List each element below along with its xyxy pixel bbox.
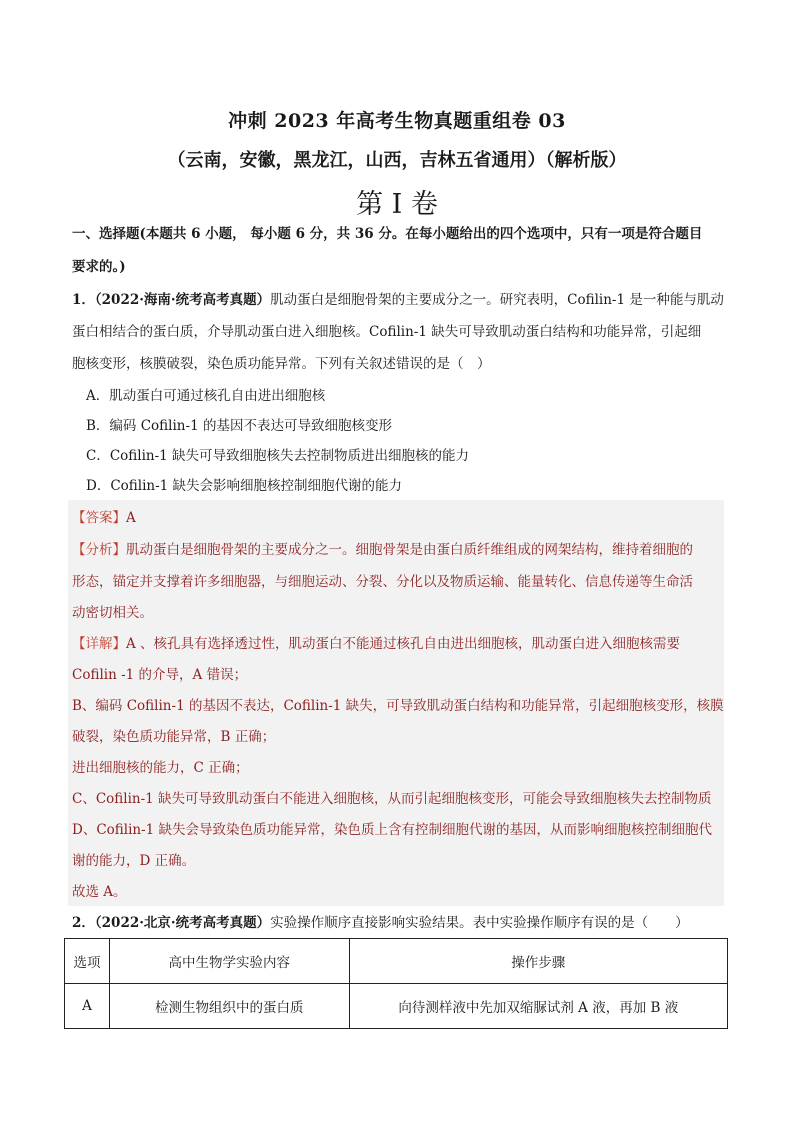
volume-heading: 第 I 卷: [356, 189, 438, 220]
answer-label: 【答案】: [72, 510, 126, 526]
table-cell: 检测生物组织中的蛋白质: [109, 984, 349, 1029]
q1-stem-line2: 蛋白相结合的蛋白质，介导肌动蛋白进入细胞核。Cofilin-1 缺失可导致肌动蛋白结构和功能异常，引起细: [72, 324, 702, 340]
table-header-cell: 高中生物学实验内容: [109, 939, 349, 984]
q1-analysis-line1: [72, 540, 724, 560]
q1-option-c: C．Cofilin-1 缺失可导致细胞核失去控制物质进出细胞核的能力: [86, 448, 470, 464]
q1-stem-line3: 胞核变形，核膜破裂，染色质功能异常。下列有关叙述错误的是（ ）: [72, 356, 491, 372]
doc-title: 冲刺 2023 年高考生物真题重组卷 03: [228, 110, 566, 132]
table-cell: 向待测样液中先加双缩脲试剂 A 液，再加 B 液: [349, 984, 727, 1029]
q2-source: （2022·北京·统考高考真题）: [94, 915, 271, 931]
experiment-table: [64, 938, 728, 1029]
table-header-row: [65, 939, 728, 984]
q1-detail-line8: 谢的能力，D 正确。: [72, 853, 196, 869]
q1-detail-line6: C、Cofilin-1 缺失可导致肌动蛋白不能进入细胞核，从而引起细胞核变形，可能会导致细胞核失去控制物质: [72, 791, 712, 807]
table-header-cell: 操作步骤: [349, 939, 727, 984]
section-instructions-line1: 一、选择题(本题共 6 小题， 每小题 6 分，共 36 分。在每小题给出的四个选项中，只有一项是符合题目: [72, 226, 703, 242]
q1-source: （2022·海南·统考高考真题）: [94, 292, 271, 308]
q1-option-b: B．编码 Cofilin-1 的基因不表达可导致细胞核变形: [86, 418, 392, 434]
section-instructions-line2: 要求的。): [72, 259, 126, 275]
table-cell: A: [65, 984, 110, 1029]
q2-number: 2．: [72, 915, 95, 931]
q1-detail-line3: B、编码 Cofilin-1 的基因不表达，Cofilin-1 缺失，可导致肌动蛋白结构和功能异常，引起细胞核变形，核膜: [72, 698, 724, 714]
q1-detail-line7: D、Cofilin-1 缺失会导致染色质功能异常，染色质上含有控制细胞代谢的基因，从而影响细胞核控制细胞代: [72, 822, 713, 838]
q1-answer: [72, 508, 724, 528]
q1-detail-line1: [72, 634, 724, 654]
doc-subtitle: （云南，安徽，黑龙江，山西，吉林五省通用）（解析版）: [167, 150, 627, 171]
table-header-cell: 选项: [65, 939, 110, 984]
detail-label: 【详解】: [72, 636, 126, 652]
q1-detail-line2: Cofilin -1 的介导，A 错误；: [72, 667, 248, 683]
q2-stem: [72, 913, 724, 933]
q1-stem-line1: [72, 290, 724, 310]
q1-stem-text: 肌动蛋白是细胞骨架的主要成分之一。研究表明，Cofilin-1 是一种能与肌动: [270, 292, 724, 308]
q1-conclusion: 故选 A。: [72, 884, 127, 900]
q1-option-a: A．肌动蛋白可通过核孔自由进出细胞核: [86, 388, 326, 404]
analysis-label: 【分析】: [72, 542, 126, 558]
q1-option-d: D．Cofilin-1 缺失会影响细胞核控制细胞代谢的能力: [86, 478, 403, 494]
q1-analysis-line2: 形态，锚定并支撑着许多细胞器，与细胞运动、分裂、分化以及物质运输、能量转化、信息传递等生命活: [72, 574, 693, 590]
detail-text: A 、核孔具有选择透过性，肌动蛋白不能通过核孔自由进出细胞核，肌动蛋白进入细胞核需要: [126, 636, 681, 652]
analysis-text: 肌动蛋白是细胞骨架的主要成分之一。细胞骨架是由蛋白质纤维组成的网架结构，维持着细胞的: [126, 542, 693, 558]
q1-number: 1．: [72, 292, 95, 308]
answer-value: A: [126, 510, 136, 526]
q1-detail-line4: 破裂，染色质功能异常，B 正确；: [72, 729, 276, 745]
q2-stem-text: 实验操作顺序直接影响实验结果。表中实验操作顺序有误的是（ ）: [270, 915, 689, 931]
table-row: [65, 984, 728, 1029]
q1-analysis-line3: 动密切相关。: [72, 605, 153, 621]
q1-detail-line5: 进出细胞核的能力，C 正确；: [72, 760, 249, 776]
